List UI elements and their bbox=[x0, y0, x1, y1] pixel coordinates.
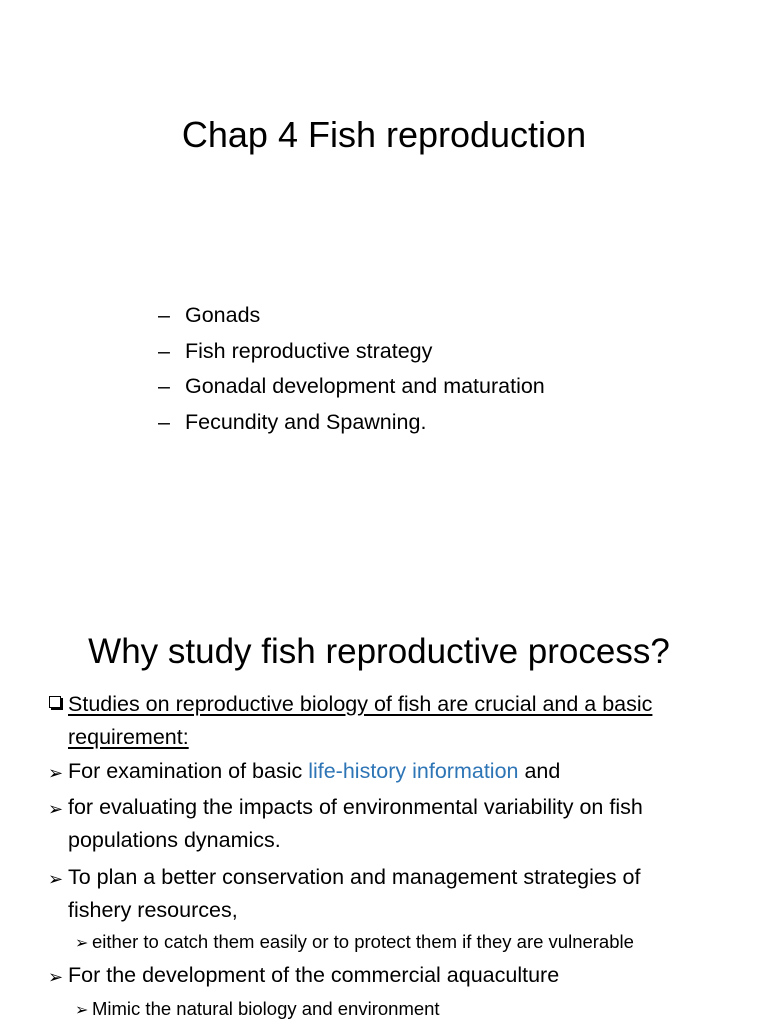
arrow-bullet-icon: ➢ bbox=[48, 763, 64, 783]
arrow-bullet-icon: ➢ bbox=[48, 967, 64, 987]
dash-bullet: – bbox=[158, 303, 170, 327]
list-item: – Gonads bbox=[158, 298, 545, 334]
point-evaluating-cont: populations dynamics. bbox=[68, 828, 281, 852]
square-bullet-icon bbox=[49, 696, 61, 708]
slide-2-title: Why study fish reproductive process? bbox=[88, 632, 670, 671]
arrow-bullet-icon: ➢ bbox=[75, 1002, 89, 1019]
slide-2 bbox=[0, 512, 768, 1024]
point-aquaculture: ➢ For the development of the commercial aquaculture bbox=[48, 957, 753, 993]
highlight-life-history: life-history information bbox=[308, 759, 519, 783]
point-conservation: ➢ To plan a better conservation and management strategies of bbox=[48, 861, 753, 894]
sub-point-mimic: ➢ Mimic the natural biology and environment bbox=[48, 993, 753, 1024]
point-conservation-cont: fishery resources, bbox=[68, 898, 238, 922]
arrow-bullet-icon: ➢ bbox=[48, 799, 64, 819]
list-item: – Fecundity and Spawning. bbox=[158, 405, 545, 441]
point-examination: ➢ For examination of basic life-history information and bbox=[48, 754, 753, 788]
intro-line: Studies on reproductive biology of fish are crucial and a basic bbox=[48, 688, 753, 721]
dash-bullet: – bbox=[158, 338, 170, 363]
slide-1-title: Chap 4 Fish reproduction bbox=[181, 114, 587, 155]
arrow-bullet-icon: ➢ bbox=[48, 869, 64, 889]
intro-line-cont: requirement: bbox=[68, 725, 189, 749]
slide-2-body bbox=[48, 688, 753, 1024]
point-evaluating: ➢ for evaluating the impacts of environmental variability on fish bbox=[48, 791, 753, 824]
list-item: – Fish reproductive strategy bbox=[158, 334, 545, 370]
arrow-bullet-icon: ➢ bbox=[75, 935, 89, 952]
list-item: – Gonadal development and maturation bbox=[158, 369, 545, 405]
dash-bullet: – bbox=[158, 409, 170, 434]
dash-bullet: – bbox=[158, 374, 170, 398]
sub-point-catch-protect: ➢ either to catch them easily or to protect them if they are vulnerable bbox=[48, 927, 753, 957]
slide-1-topic-list bbox=[158, 298, 545, 440]
